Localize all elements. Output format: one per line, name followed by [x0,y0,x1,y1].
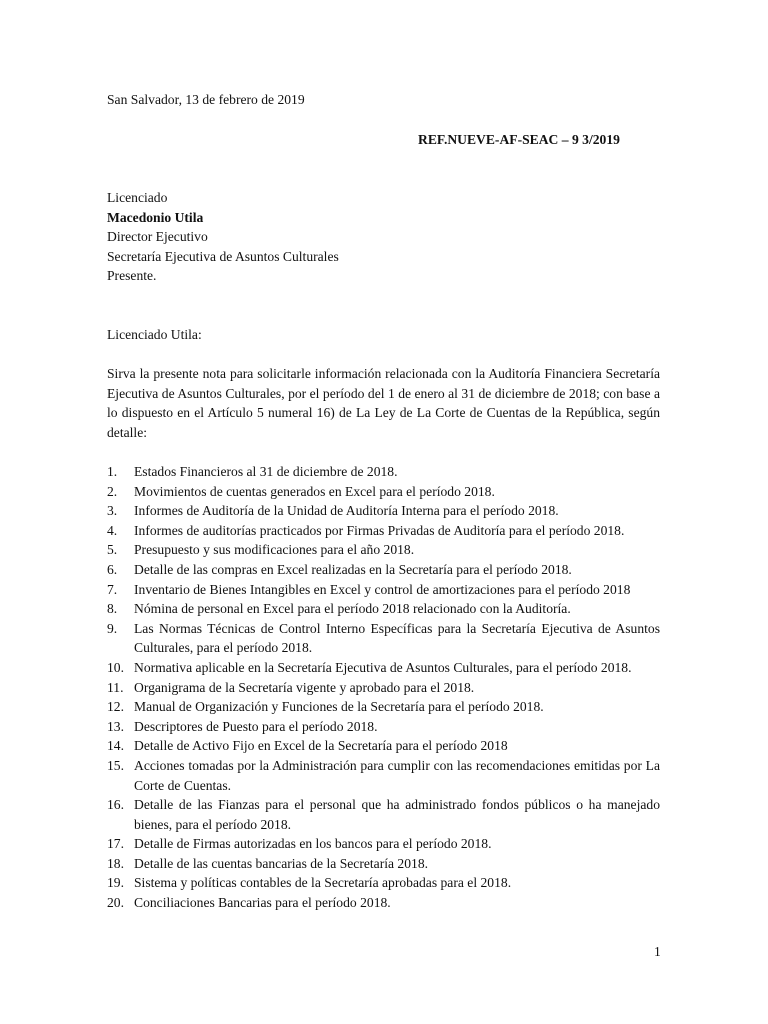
list-item-number: 11. [107,679,124,695]
list-item-text: Detalle de Activo Fijo en Excel de la Secretaría para el período 2018 [134,738,508,754]
reference-number: REF.NUEVE-AF-SEAC – 9 3/2019 [418,132,620,147]
salutation: Licenciado Utila: [107,327,202,342]
list-item [107,854,660,874]
list-item-number: 16. [107,797,124,813]
list-item-number: 12. [107,699,124,715]
list-item [107,462,660,482]
list-item-number: 19. [107,875,124,891]
list-item-number: 20. [107,895,124,911]
list-item [107,540,660,560]
list-item-number: 5. [107,542,118,558]
date-line: San Salvador, 13 de febrero de 2019 [107,92,305,107]
recipient-name: Macedonio Utila [107,209,204,225]
request-list [107,462,660,913]
list-item-text: Estados Financieros al 31 de diciembre de 2018. [134,464,398,479]
list-item [107,873,660,893]
page-number: 1 [654,944,661,959]
list-item [107,697,660,717]
intro-paragraph: Sirva la presente nota para solicitarle información relacionada con la Auditoría Financiera Secretaría Ejecutiva de Asuntos Culturales, por el período del 1 de enero al 31 de diciembre de 2018; con base a lo dispuesto en el Artículo 5 numeral 16) de La Ley de La Corte de Cuentas de la República, según detalle: [107,366,660,440]
list-item-text: Conciliaciones Bancarias para el período 2018. [134,895,391,911]
list-item [107,756,660,795]
list-item-text: Las Normas Técnicas de Control Interno Específicas para la Secretaría Ejecutiva de Asuntos Culturales, para el período 2018. [134,620,660,656]
list-item [107,834,660,854]
list-item-number: 2. [107,483,118,499]
list-item-number: 10. [107,659,124,675]
list-item-number: 3. [107,503,118,519]
list-item-text: Presupuesto y sus modificaciones para el año 2018. [134,542,415,558]
list-item-number: 7. [107,581,118,597]
list-item-number: 1. [107,464,118,479]
list-item-number: 14. [107,738,124,754]
list-item-text: Descriptores de Puesto para el período 2018. [134,718,378,734]
list-item-text: Sistema y políticas contables de la Secretaría aprobadas para el 2018. [134,875,512,891]
list-item-text: Manual de Organización y Funciones de la Secretaría para el período 2018. [134,699,544,715]
list-item [107,736,660,756]
list-item-text: Organigrama de la Secretaría vigente y aprobado para el 2018. [134,679,475,695]
list-item-number: 8. [107,601,118,617]
list-item-text: Detalle de las Fianzas para el personal que ha administrado fondos públicos o ha manejado bienes, para el período 2018. [134,797,660,832]
list-item [107,521,660,541]
list-item [107,678,660,698]
list-item [107,599,660,619]
list-item-text: Detalle de las compras en Excel realizadas en la Secretaría para el período 2018. [134,561,572,577]
recipient-closing: Presente. [107,268,157,283]
list-item [107,893,660,913]
list-item-text: Detalle de Firmas autorizadas en los bancos para el período 2018. [134,836,492,852]
list-item [107,658,660,678]
list-item-number: 15. [107,757,124,773]
list-item-number: 17. [107,836,124,852]
list-item-number: 6. [107,561,118,577]
list-item [107,482,660,502]
list-item-number: 13. [107,718,124,734]
list-item-text: Informes de auditorías practicados por Firmas Privadas de Auditoría para el período 2018. [134,522,625,538]
list-item-text: Nómina de personal en Excel para el período 2018 relacionado con la Auditoría. [134,601,571,617]
list-item-number: 4. [107,522,118,538]
list-item [107,580,660,600]
recipient-block [107,188,339,286]
list-item [107,717,660,737]
list-item-text: Normativa aplicable en la Secretaría Ejecutiva de Asuntos Culturales, para el período 2018. [134,659,632,675]
list-item-text: Acciones tomadas por la Administración para cumplir con las recomendaciones emitidas por La Corte de Cuentas. [134,757,660,793]
list-item-text: Informes de Auditoría de la Unidad de Auditoría Interna para el período 2018. [134,503,559,519]
list-item-text: Detalle de las cuentas bancarias de la Secretaría 2018. [134,855,429,871]
recipient-position: Director Ejecutivo [107,229,208,244]
list-item [107,795,660,834]
list-item-number: 9. [107,620,118,636]
list-item-number: 18. [107,855,124,871]
list-item-text: Movimientos de cuentas generados en Excel para el período 2018. [134,483,495,499]
list-item [107,619,660,658]
recipient-title: Licenciado [107,190,168,205]
list-item [107,560,660,580]
recipient-organization: Secretaría Ejecutiva de Asuntos Culturales [107,248,339,264]
list-item-text: Inventario de Bienes Intangibles en Excel y control de amortizaciones para el período 2018 [134,581,631,597]
list-item [107,501,660,521]
